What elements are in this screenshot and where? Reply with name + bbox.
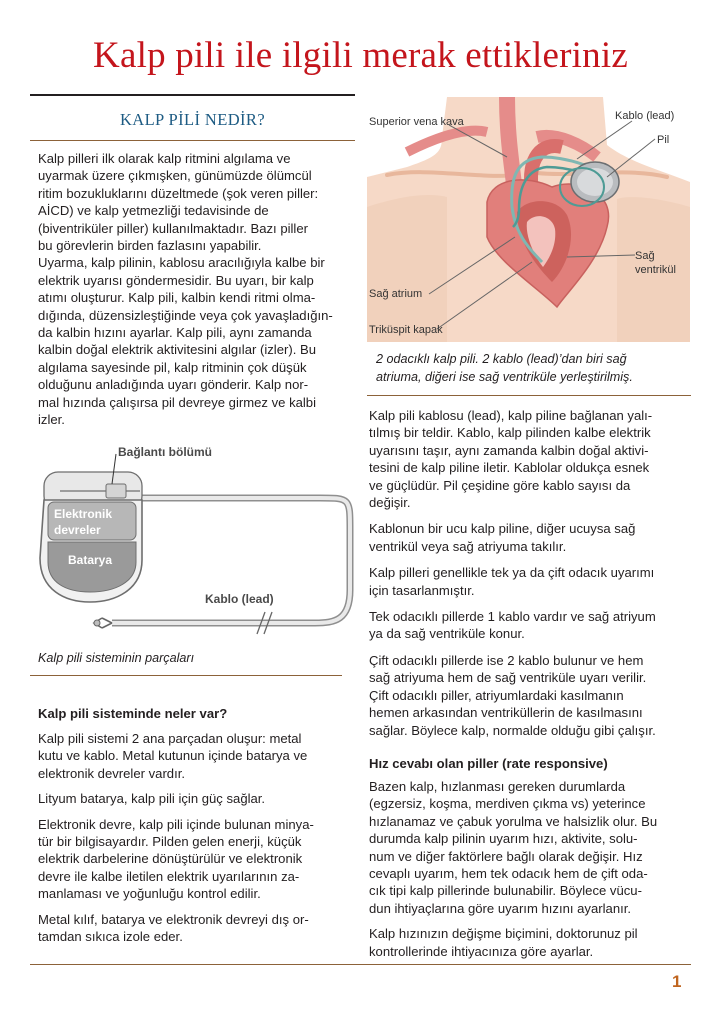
text-line: elektrik uyarısı göndermesidir. Bu uyarı, bir kalp xyxy=(38,272,314,288)
text-line: Bazen kalp, hızlanması gereken durumlarda xyxy=(369,779,626,794)
text-line: algılama sayesinde pil, kalp ritminin çok düşük xyxy=(38,359,307,375)
text-line: Kalp pili kablosu (lead), kalp piline bağlanan yalı- xyxy=(369,408,653,423)
label-electronics-2: devreler xyxy=(54,523,101,537)
text-line: uyarısını taşır, aynı zamanda kalbin doğal aktivi- xyxy=(369,442,649,458)
text-line: Kalp pilleri ilk olarak kalp ritmini algılama ve xyxy=(38,151,291,166)
text-line: hemen arkasından ventriküllerin de kasılmasını xyxy=(369,705,643,721)
heart-pacemaker-illustration xyxy=(367,97,690,347)
label-tricuspid: Triküspit kapak xyxy=(369,324,443,336)
text-line: kontrollerinde ihtiyacınıza göre ayarlar. xyxy=(369,943,594,959)
text-line: uyarmak üzere çıkmışken, günümüzde ölümcül xyxy=(38,168,312,184)
figure-caption-parts: Kalp pili sisteminin parçaları xyxy=(38,651,195,665)
text-line: AİCD) ve kalp yetmezliği tedavisinde de xyxy=(38,203,269,219)
page-title: Kalp pili ile ilgili merak ettikleriniz xyxy=(93,35,628,76)
text-line: Çift odacıklı piller, atriyumlardaki kasılmanın xyxy=(369,687,624,703)
caption-line: 2 odacıklı kalp pili. 2 kablo (lead)’dan biri sağ xyxy=(376,352,627,366)
label-lead: Kablo (lead) xyxy=(205,592,274,606)
caption-line: atriuma, diğeri ise sağ ventriküle yerleştirilmiş. xyxy=(376,369,633,384)
text-line: (egzersiz, koşma, merdiven çıkma vs) yeterince xyxy=(369,796,646,812)
text-line: elektronik devreler vardır. xyxy=(38,765,186,781)
text-line: sağlar. Böylece kalp, normalde olduğu gibi çalışır. xyxy=(369,722,656,738)
text-line: Çift odacıklı pillerde ise 2 kablo bulunur ve hem xyxy=(369,652,644,668)
text-line: elektrik darbelerine dönüştürülür ve elektronik xyxy=(38,851,303,867)
text-line: cık tipi kalp pillerinde bulunabilir. Böylece vücu- xyxy=(369,883,642,899)
label-battery: Batarya xyxy=(68,553,113,567)
pacemaker-parts-diagram xyxy=(30,440,355,650)
text-line: Kablonun bir ucu kalp piline, diğer ucuysa sağ xyxy=(369,521,636,537)
text-line: sağ atriyuma hem de sağ ventriküle uyarı verilir. xyxy=(369,670,647,686)
section-heading-rule xyxy=(30,140,355,141)
text-line: hızlanamaz ve çabuk yorulma ve halsizlik olur. Bu xyxy=(369,813,658,829)
label-svc: Superior vena kava xyxy=(369,116,464,128)
text-line: değişir. xyxy=(369,495,411,511)
label-electronics: Elektronik xyxy=(54,507,113,521)
text-line: Uyarma, kalp pilinin, kablosu aracılığıyla kalbe bir xyxy=(38,255,325,271)
text-line: kutu ve kablo. Metal kutunun içinde batarya ve xyxy=(38,748,308,764)
text-line: Tek odacıklı pillerde 1 kablo vardır ve sağ atriyum xyxy=(369,609,656,625)
text-line: ritim bozukluklarını düzeltmede (şok veren piller: xyxy=(38,185,319,201)
text-line: için tasarlanmıştır. xyxy=(369,582,475,598)
text-line: Kalp pilleri genellikle tek ya da çift odacık uyarımı xyxy=(369,565,655,581)
text-line: Elektronik devre, kalp pili içinde bulunan minya- xyxy=(38,816,314,832)
label-connection: Bağlantı bölümü xyxy=(118,445,212,459)
text-line: ventrikül veya sağ atriyuma takılır. xyxy=(369,538,567,554)
divider xyxy=(367,395,691,396)
text-line: ve güçlüdür. Pil çeşidine göre kablo sayısı da xyxy=(369,477,631,493)
page-number: 1 xyxy=(672,972,682,991)
label-pil: Pil xyxy=(657,134,670,146)
text-line: tür bir bilgisayardır. Pilden gelen enerji, küçük xyxy=(38,834,302,850)
text-line: tılmış bir teldir. Kablo, kalp pilinden kalbe elektrik xyxy=(369,425,651,441)
label-ra: Sağ atrium xyxy=(369,288,423,300)
text-line: Metal kılıf, batarya ve elektronik devreyi dış or- xyxy=(38,911,309,927)
text-line: Kalp pili sistemi 2 ana parçadan oluşur: metal xyxy=(38,731,302,746)
lead-text xyxy=(369,407,691,739)
text-line: Kalp hızınızın değişme biçimini, doktorunuz pil xyxy=(369,926,638,942)
label-rv: Sağ xyxy=(635,250,655,262)
text-line: dığında, düzensizleştiğinde veya çok yavaşladığın- xyxy=(38,307,333,323)
text-line: num ve diğer faktörlere bağlı olarak değişir. Hız xyxy=(369,848,643,864)
text-line: dun ihtiyaçlarına göre uyarım hızını ayarlanır. xyxy=(369,900,632,916)
figure-caption-heart xyxy=(376,351,633,386)
text-line: durumda kalp pilinin uyarım hızı, aktivite, solu- xyxy=(369,831,638,847)
text-line: da kalbin hızını ayarlar. Kalp pili, aynı zamanda xyxy=(38,325,312,341)
section-heading-components: Kalp pili sisteminde neler var? xyxy=(38,706,228,721)
divider xyxy=(30,675,342,676)
components-text xyxy=(38,730,352,945)
text-line: olduğunu anladığında uyarı gönderir. Kalp nor- xyxy=(38,377,309,393)
section-top-rule xyxy=(30,94,355,96)
footer-rule xyxy=(30,964,691,965)
label-heart-lead: Kablo (lead) xyxy=(615,110,675,122)
text-line: Lityum batarya, kalp pili için güç sağlar. xyxy=(38,791,266,807)
section-heading-rate-responsive: Hız cevabı olan piller (rate responsive) xyxy=(369,756,608,771)
text-line: atımı oluşturur. Kalp pili, kalbin kendi ritmi olma- xyxy=(38,290,316,306)
label-rv-2: ventrikül xyxy=(635,264,676,276)
intro-text xyxy=(38,150,352,429)
text-line: devre ile kalbe iletilen elektrik uyarılarının za- xyxy=(38,868,300,884)
text-line: tamdan sıkıca izole eder. xyxy=(38,929,183,945)
text-line: kalbin doğal elektrik aktivitesini algılar (izler). Bu xyxy=(38,342,316,358)
rate-responsive-text xyxy=(369,778,691,960)
text-line: tesini de kalp piline iletir. Kablolar oldukça esnek xyxy=(369,460,650,476)
section-heading-what-is: KALP PİLİ NEDİR? xyxy=(119,110,266,129)
text-line: manlaması ve yoğunluğu kontrol edilir. xyxy=(38,886,261,902)
text-line: mal hızında çalışırsa pil devreye girmez ve kalbi xyxy=(38,394,316,410)
text-line: izler. xyxy=(38,412,65,428)
text-line: cevaplı uyarım, hem tek odacık hem de çift oda- xyxy=(369,866,648,882)
text-line: bu görevlerin birden fazlasını yapabilir. xyxy=(38,238,262,254)
text-line: (biventriküler piller) kullanılmaktadır. Bazı piller xyxy=(38,220,308,236)
text-line: ya da sağ ventriküle konur. xyxy=(369,626,525,642)
